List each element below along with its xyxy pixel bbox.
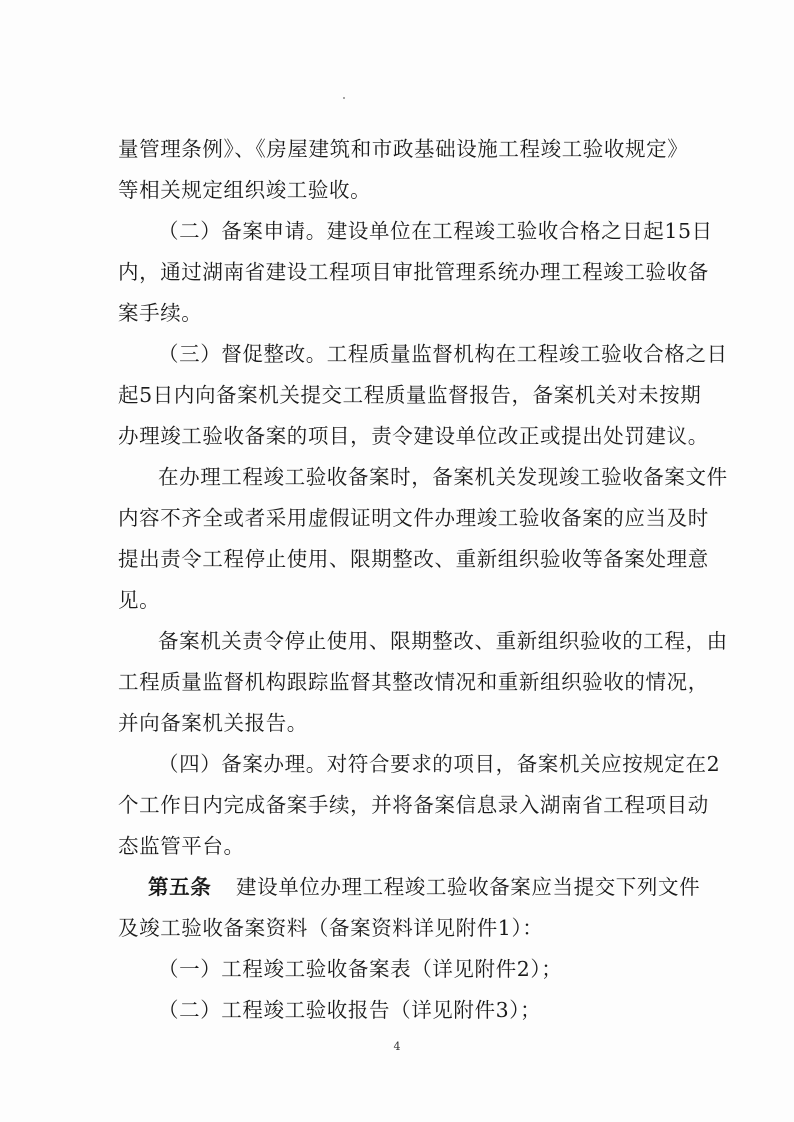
scan-speck [343,97,345,99]
text-line-4: 内，通过湖南省建设工程项目审批管理系统办理工程竣工验收备 [118,260,709,284]
text-line-6: （三）督促整改。工程质量监督机构在工程竣工验收合格之日 [158,342,728,366]
text-line-20: 及竣工验收备案资料（备案资料详见附件1）： [118,916,544,940]
text-line-10: 内容不齐全或者采用虚假证明文件办理竣工验收备案的应当及时 [118,506,709,530]
text-line-8: 办理竣工验收备案的项目，责令建设单位改正或提出处罚建议。 [118,424,709,448]
text-line-7: 起5日内向备案机关提交工程质量监督报告，备案机关对未按期 [118,383,702,407]
text-line-1: 量管理条例》、《房屋建筑和市政基础设施工程竣工验收规定》 [118,137,689,161]
text-line-21: （一）工程竣工验收备案表（详见附件2）； [158,957,563,981]
text-line-14: 工程质量监督机构跟踪监督其整改情况和重新组织验收的情况， [118,670,709,694]
text-line-22: （二）工程竣工验收报告（详见附件3）； [158,998,542,1022]
text-line-9: 在办理工程竣工验收备案时，备案机关发现竣工验收备案文件 [158,465,728,489]
text-line-12: 见。 [118,588,161,612]
text-line-5: 案手续。 [118,301,203,325]
page-number: 4 [393,1040,401,1053]
text-line-13: 备案机关责令停止使用、限期整改、重新组织验收的工程，由 [158,629,728,653]
text-line-16: （四）备案办理。对符合要求的项目，备案机关应按规定在2 [158,752,721,776]
text-line-11: 提出责令工程停止使用、限期整改、重新组织验收等备案处理意 [118,547,709,571]
text-line-2: 等相关规定组织竣工验收。 [118,178,372,202]
text-line-15: 并向备案机关报告。 [118,711,308,735]
text-line-19: 建设单位办理工程竣工验收备案应当提交下列文件 [236,875,701,899]
article-five-label: 第五条 [148,875,212,899]
text-line-3: （二）备案申请。建设单位在工程竣工验收合格之日起15日 [158,219,713,243]
text-line-17: 个工作日内完成备案手续，并将备案信息录入湖南省工程项目动 [118,793,709,817]
text-line-18: 态监管平台。 [118,834,245,858]
